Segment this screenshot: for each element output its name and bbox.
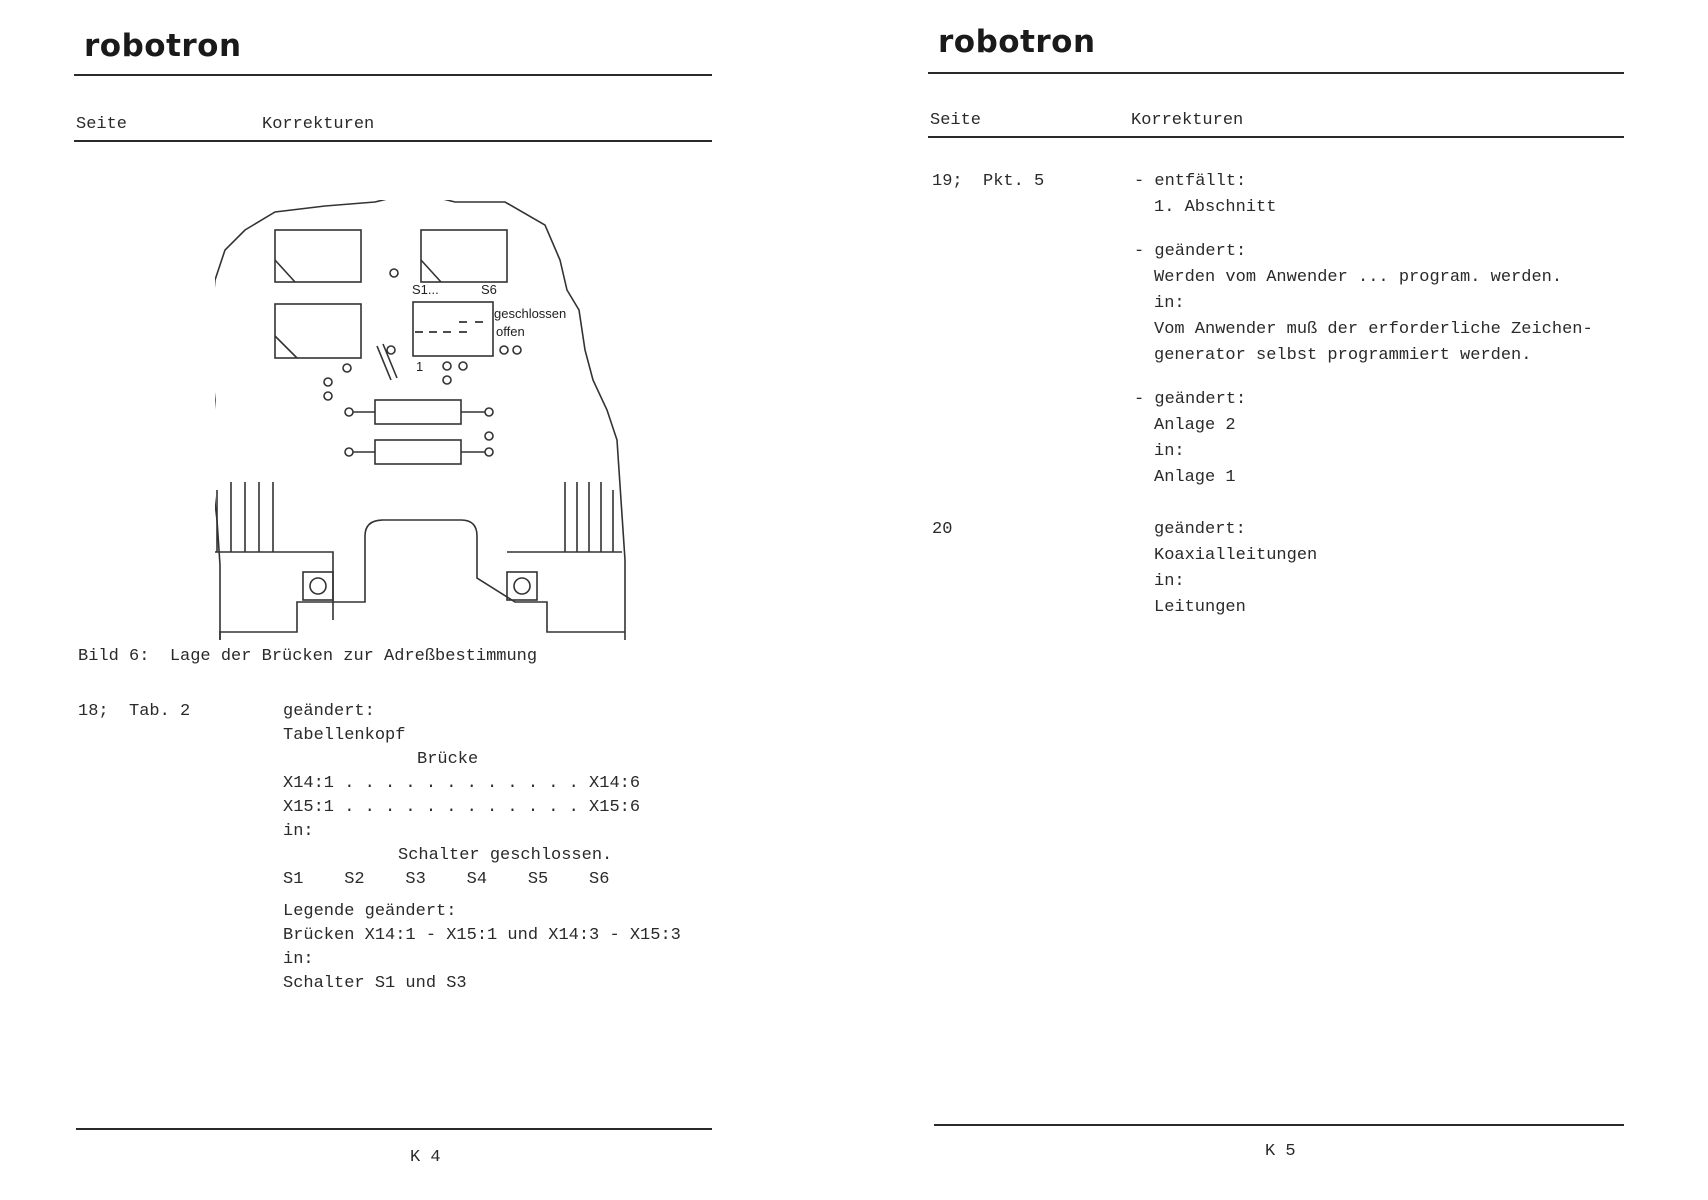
bottom-rule <box>76 1128 712 1130</box>
entry-line: in: <box>1154 294 1185 313</box>
top-rule <box>74 74 712 76</box>
entry-line: X14:1 . . . . . . . . . . . . X14:6 <box>283 774 641 793</box>
entry-line: geändert: <box>283 702 375 721</box>
entry-line: in: <box>283 822 314 841</box>
entry-line: Werden vom Anwender ... program. werden. <box>1154 268 1563 287</box>
left-mount-block <box>303 572 333 600</box>
page-number: K 5 <box>1265 1142 1296 1161</box>
right-mount-block <box>507 572 537 600</box>
entry-page-ref: 20 <box>932 520 953 539</box>
entry-line: Koaxialleitungen <box>1154 546 1318 565</box>
circuit-board-diagram <box>215 200 635 640</box>
robotron-logo: robotron <box>938 24 1096 60</box>
header-rule <box>928 136 1624 138</box>
entry-page-ref: 18; Tab. 2 <box>78 702 191 721</box>
entry-line: geändert: <box>1154 520 1246 539</box>
label-geschlossen: geschlossen <box>494 306 567 321</box>
header-seite: Seite <box>930 111 982 130</box>
entry-line: - geändert: <box>1134 242 1247 261</box>
entry-line: in: <box>283 950 314 969</box>
entry-line: Tabellenkopf <box>283 726 406 745</box>
header-seite: Seite <box>76 115 128 134</box>
entry-line: 1. Abschnitt <box>1154 198 1277 217</box>
board-outline <box>215 200 625 640</box>
entry-line: Anlage 2 <box>1154 416 1236 435</box>
label-offen: offen <box>496 324 525 339</box>
entry-line: in: <box>1154 572 1185 591</box>
label-s6: S6 <box>481 282 497 297</box>
left-mount-hole <box>310 578 326 594</box>
resistor-bottom <box>375 440 461 464</box>
left-pins <box>217 482 273 552</box>
entry-line: in: <box>1154 442 1185 461</box>
left-connector <box>215 552 333 620</box>
entry-line: Vom Anwender muß der erforderliche Zeichen- <box>1154 320 1593 339</box>
right-page <box>854 0 1708 1200</box>
entry-line: Leitungen <box>1154 598 1246 617</box>
bottom-rule <box>934 1124 1624 1126</box>
header-korrekturen: Korrekturen <box>262 115 375 134</box>
label-one: 1 <box>416 359 424 374</box>
header-korrekturen: Korrekturen <box>1131 111 1244 130</box>
entry-line: generator selbst programmiert werden. <box>1154 346 1532 365</box>
entry-line: S1 S2 S3 S4 S5 S6 <box>283 870 610 889</box>
top-rule <box>928 72 1624 74</box>
entry-line: - geändert: <box>1134 390 1247 409</box>
entry-line: Brücken X14:1 - X15:1 und X14:3 - X15:3 <box>283 926 681 945</box>
page-number: K 4 <box>410 1148 441 1167</box>
entry-line: Schalter S1 und S3 <box>283 974 467 993</box>
figure-caption: Bild 6: Lage der Brücken zur Adreßbestimmung <box>78 647 538 666</box>
label-s1: S1... <box>412 282 439 297</box>
resistor-top <box>375 400 461 424</box>
entry-line: Legende geändert: <box>283 902 457 921</box>
entry-line: X15:1 . . . . . . . . . . . . X15:6 <box>283 798 641 817</box>
entry-page-ref: 19; Pkt. 5 <box>932 172 1045 191</box>
right-mount-hole <box>514 578 530 594</box>
header-rule <box>74 140 712 142</box>
robotron-logo: robotron <box>84 28 242 64</box>
entry-line: - entfällt: <box>1134 172 1247 191</box>
right-pins <box>565 482 613 552</box>
entry-line: Brücke <box>417 750 479 769</box>
entry-line: Anlage 1 <box>1154 468 1236 487</box>
entry-line: Schalter geschlossen. <box>398 846 613 865</box>
dip-switch-block <box>413 302 493 356</box>
